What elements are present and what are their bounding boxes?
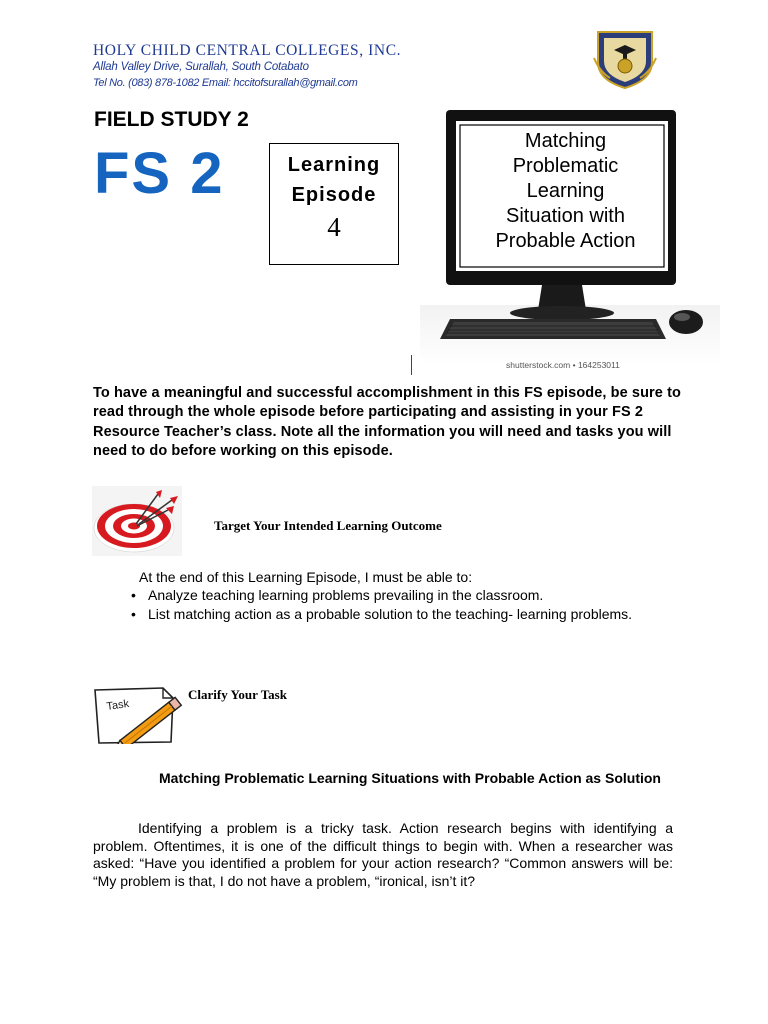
target-icon xyxy=(92,486,182,556)
image-watermark: shutterstock.com • 164253011 xyxy=(506,360,620,370)
outcomes-intro: At the end of this Learning Episode, I must be able to: xyxy=(139,569,473,585)
task-heading: Clarify Your Task xyxy=(188,687,287,702)
monitor-line-2: Problematic xyxy=(512,155,619,177)
intro-paragraph: To have a meaningful and successful accomplishment in this FS episode, be sure to read through the whole episode before participating and assisting in your FS 2 Resource Teacher’s class. Note all the information you will need and tasks you will need to do before working on this episode. xyxy=(93,385,681,459)
school-seal-icon xyxy=(590,28,660,90)
episode-box xyxy=(269,143,399,265)
monitor-line-4: Situation with xyxy=(506,205,625,227)
section-subheading xyxy=(93,769,673,787)
monitor-line-1: Matching xyxy=(524,130,607,152)
list-item: • List matching action as a probable solution to the teaching- learning problems. xyxy=(131,605,651,624)
episode-label-line2: Episode xyxy=(291,184,377,206)
task-pencil-icon xyxy=(93,686,188,744)
outcomes-list xyxy=(131,586,651,624)
target-heading: Target Your Intended Learning Outcome xyxy=(214,518,442,533)
episode-number: 4 xyxy=(327,212,341,242)
list-item: • Analyze teaching learning problems prevailing in the classroom. xyxy=(131,586,651,605)
school-contact: Tel No. (083) 878-1082 Email: hccitofsurallah@gmail.com xyxy=(93,77,358,89)
monitor-line-3: Learning xyxy=(526,180,605,202)
monitor-screen-text xyxy=(463,129,668,264)
body-paragraph xyxy=(93,820,673,890)
school-name: HOLY CHILD CENTRAL COLLEGES, INC. xyxy=(93,42,402,59)
school-address: Allah Valley Drive, Surallah, South Cotabato xyxy=(93,61,309,73)
fs2-code: FS 2 xyxy=(94,141,225,206)
episode-label-line1: Learning xyxy=(287,154,381,176)
divider-bar xyxy=(411,355,412,375)
subheading-text: Matching Problematic Learning Situations with Probable Action as Solution xyxy=(159,770,661,786)
task-label: Task xyxy=(105,697,130,713)
paragraph-text: Identifying a problem is a tricky task. Action research begins with identifying a problem. Oftentimes, it is one of the difficult things to begin with. When a researcher was asked: “Have you identified a problem for your action research? “Common answers will be: “My problem is that, I do not have a problem, “ironical, isn’t it? xyxy=(93,820,673,889)
monitor-line-5: Probable Action xyxy=(495,230,636,252)
field-study-title: FIELD STUDY 2 xyxy=(94,108,249,131)
